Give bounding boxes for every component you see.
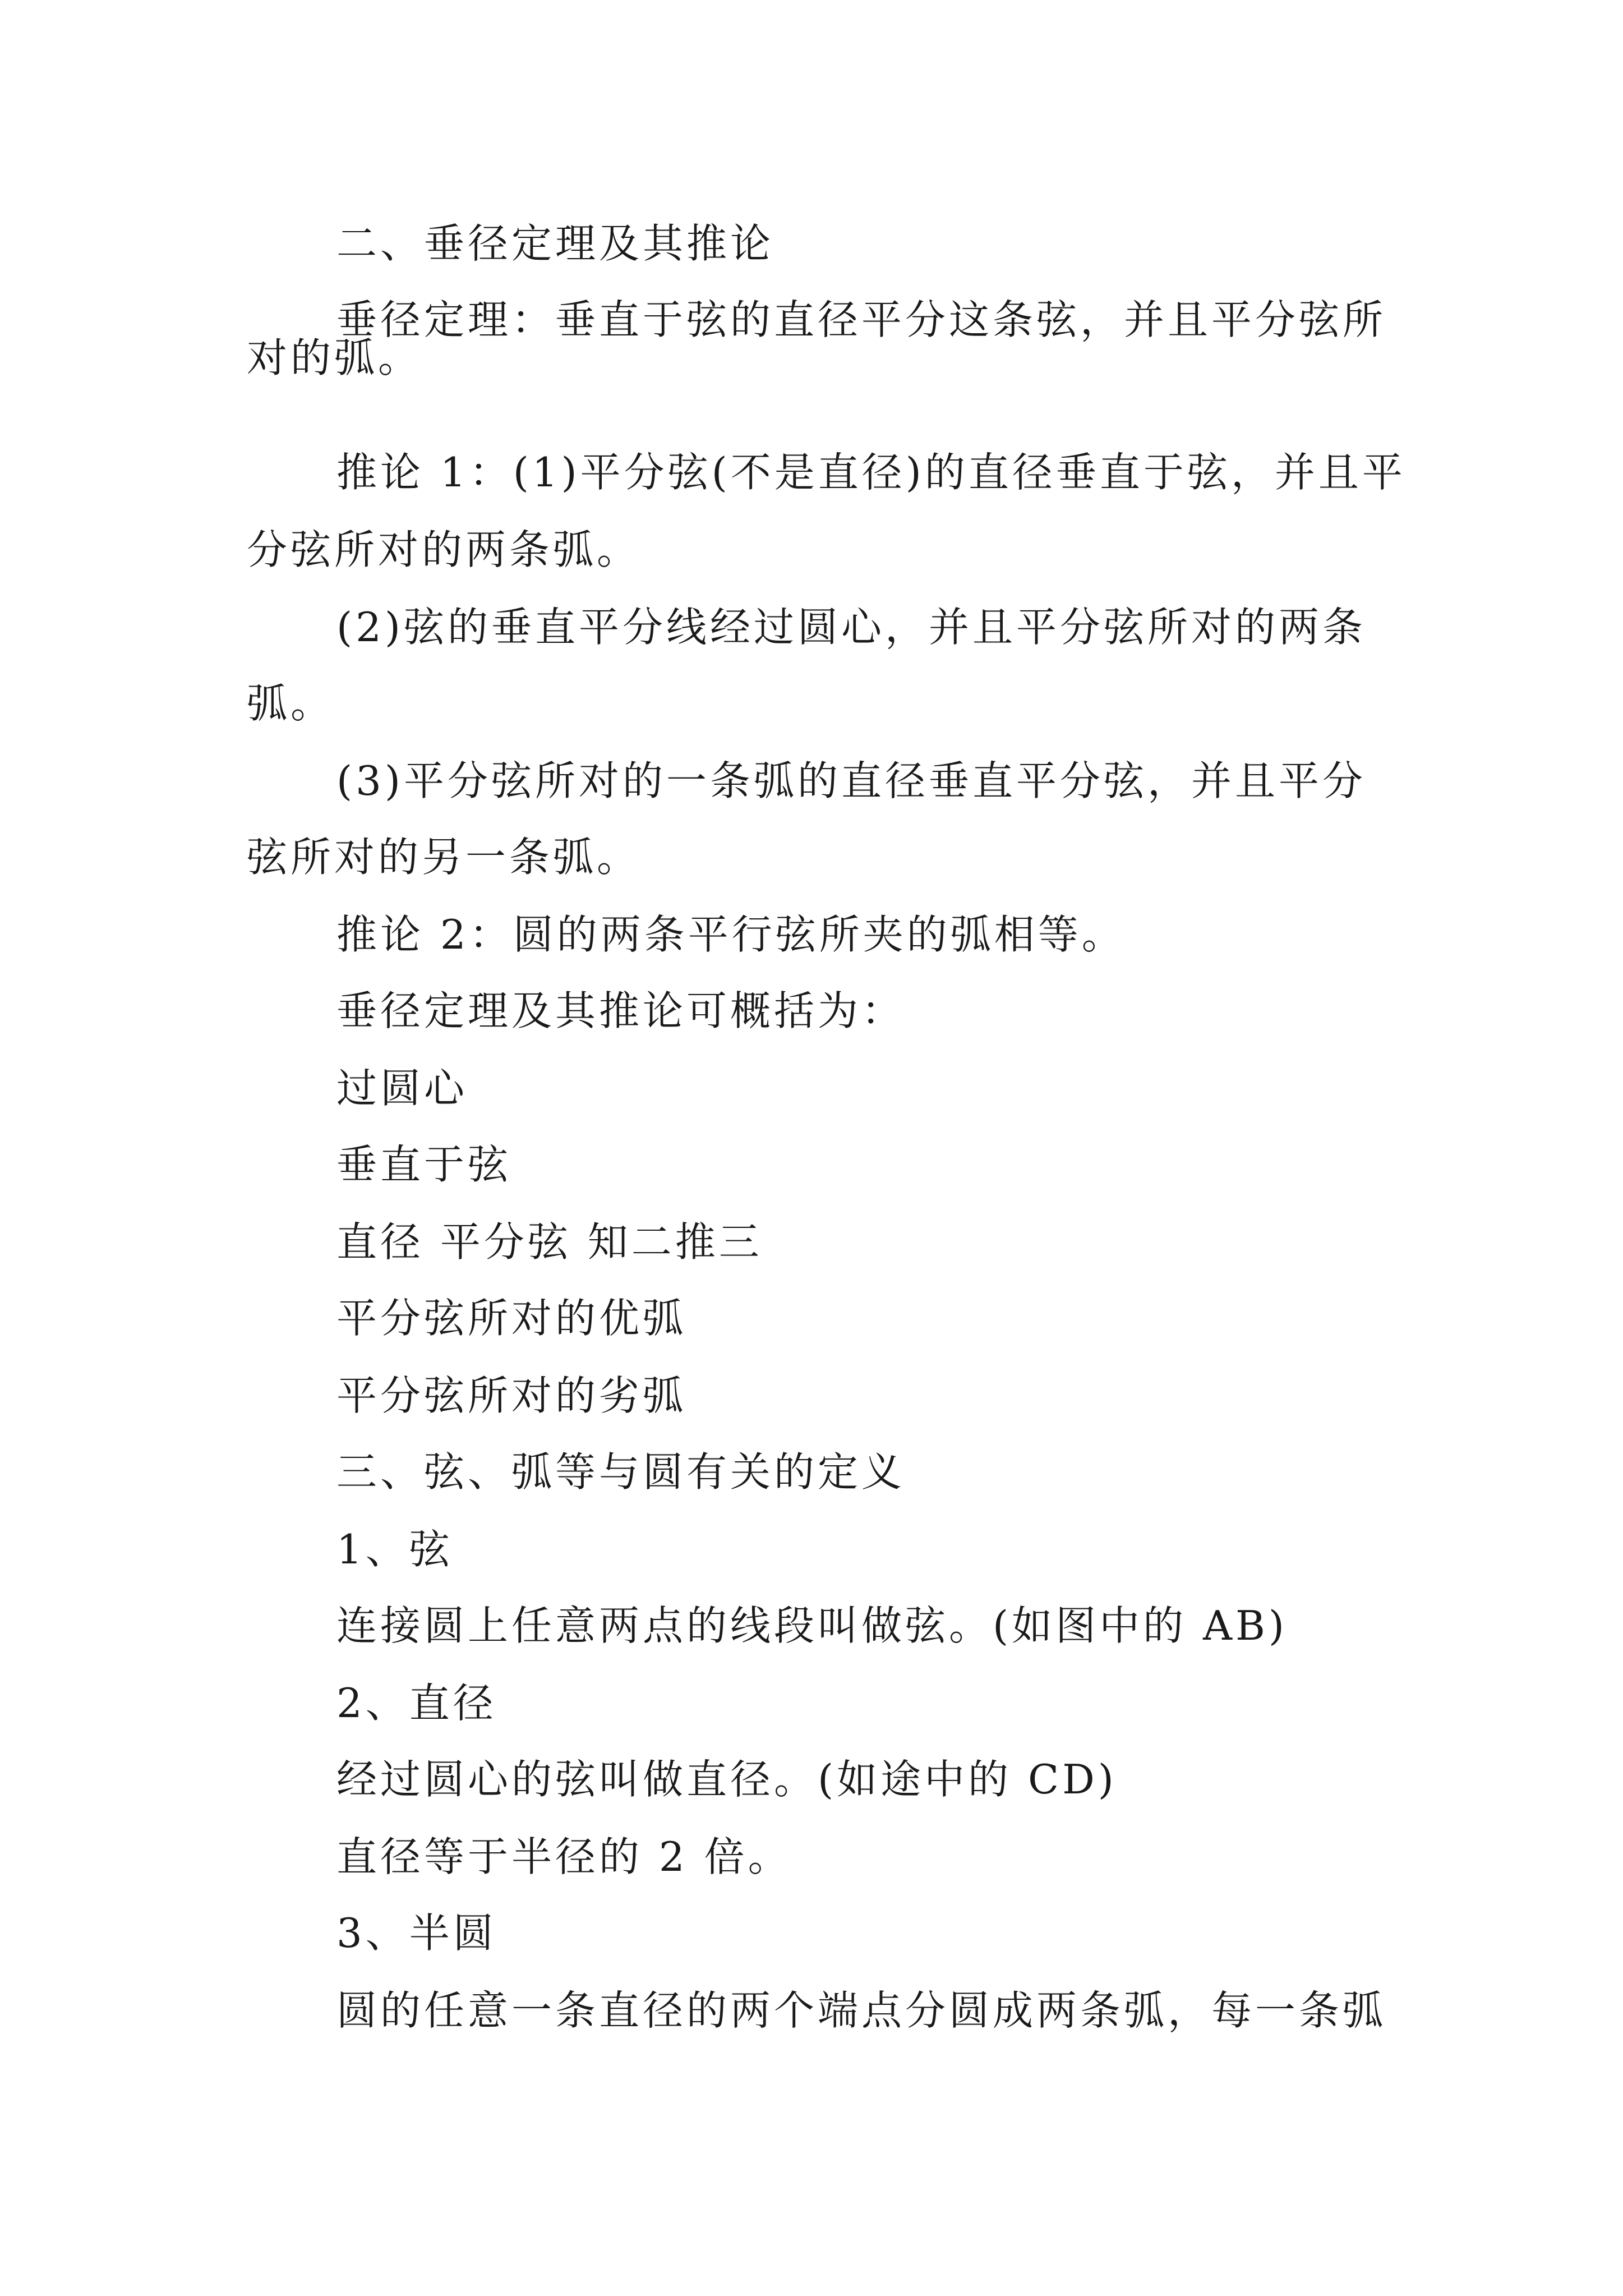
- paragraph-line: 经过圆心的弦叫做直径。(如途中的 CD): [336, 1756, 1117, 1803]
- section-heading-perpendicular-diameter: 二、垂径定理及其推论: [336, 220, 774, 267]
- paragraph-line: 推论 2：圆的两条平行弦所夹的弧相等。: [336, 911, 1126, 958]
- section-heading-definitions: 三、弦、弧等与圆有关的定义: [336, 1448, 906, 1496]
- subheading-chord: 1、弦: [336, 1526, 453, 1573]
- paragraph-line: 平分弦所对的优弧: [336, 1295, 687, 1342]
- paragraph-line: 直径等于半径的 2 倍。: [336, 1833, 792, 1880]
- paragraph-line: 推论 1：(1)平分弦(不是直径)的直径垂直于弦，并且平: [336, 449, 1406, 496]
- paragraph-line: 分弦所对的两条弧。: [247, 526, 641, 573]
- subheading-diameter: 2、直径: [336, 1680, 497, 1727]
- paragraph-line: (2)弦的垂直平分线经过圆心，并且平分弦所对的两条: [336, 604, 1366, 651]
- paragraph-line: (3)平分弦所对的一条弧的直径垂直平分弦，并且平分: [336, 757, 1366, 804]
- paragraph-line: 垂直于弦: [336, 1141, 512, 1188]
- paragraph-line: 平分弦所对的劣弧: [336, 1372, 687, 1419]
- paragraph-line: 连接圆上任意两点的线段叫做弦。(如图中的 AB): [336, 1602, 1288, 1649]
- paragraph-line: 圆的任意一条直径的两个端点分圆成两条弧，每一条弧: [336, 1987, 1387, 2034]
- paragraph-line: 弧。: [247, 680, 335, 727]
- paragraph-line: 直径 平分弦 知二推三: [336, 1218, 763, 1266]
- paragraph-line: 弦所对的另一条弧。: [247, 834, 641, 881]
- subheading-semicircle: 3、半圆: [336, 1910, 497, 1957]
- paragraph-line: 过圆心: [336, 1065, 468, 1112]
- paragraph-line: 垂径定理：垂直于弦的直径平分这条弦，并且平分弦所: [336, 296, 1387, 343]
- paragraph-line: 垂径定理及其推论可概括为：: [336, 987, 906, 1034]
- paragraph-line: 对的弧。: [247, 334, 422, 381]
